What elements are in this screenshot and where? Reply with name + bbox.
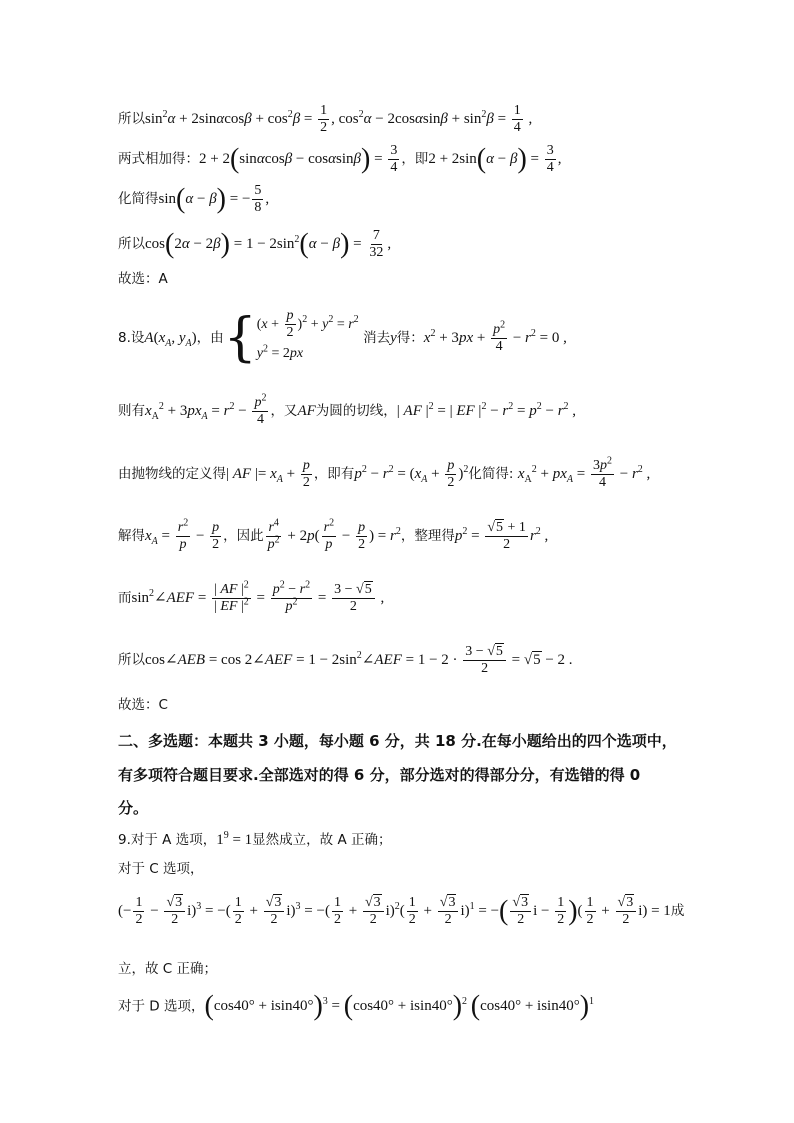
text: 两式相加得： (118, 151, 199, 168)
q8-line-4: 解得$x_A$ = $\frac{r^2}{p}$ − $\frac{p}{2}$ ，因此 $\frac{r^4}{p^2}$ + 2p( $\frac{r^2}{p}$ − $\frac{p}{2}$ ) = $r^2$，整理得$p^2$ = $\frac{√5 + 1}{2}$ $r^2$ , (118, 517, 549, 553)
answer-8 (118, 698, 168, 713)
q8-line-6: 所以cos∠AEB = cos 2∠AEF = $1 - 2\sin^2\angle AEF = 1 - 2$ · $\frac{3 - √5}{2}$ = √5 − 2 . (118, 644, 573, 677)
text: 成 (670, 903, 685, 920)
text: 消去 (363, 329, 391, 346)
section-heading-line-2: 有多项符合题目要求.全部选对的得 6 分，部分选对的得部分分，有选错的得 0 (118, 766, 641, 784)
text: 对于 C 选项， (118, 861, 204, 877)
text: ，整理得 (400, 528, 455, 545)
q9-line-1: 9.对于 A 选项，$1^9 = 1$显然成立，故 A 正确； (118, 830, 392, 848)
text: 由抛物线的定义得 (118, 466, 226, 483)
text: 8.设 (118, 329, 145, 346)
formula-line-1: 所以$\sin^2\alpha + 2\sin\alpha\cos\beta + \cos^2\beta$ = $\frac{1}{2}$ , $\cos^2\alpha - 2\cos\alpha\sin\beta + \sin^2\beta$ = $\frac{1}{4}$ , (118, 103, 533, 136)
text: 得： (396, 329, 424, 346)
q9-line-3: (− $\frac{1}{2}$ − $\frac{√3}{2}$ i)$^3$ = −( $\frac{1}{2}$ + $\frac{√3}{2}$ i)$^3$ = −( $\frac{1}{2}$ + $\frac{√3}{2}$ i)$^2$( $\frac{1}{2}$ + $\frac{√3}{2}$ i)$^1$ = −( $\frac{√3}{2}$ i − $\frac{1}{2}$ )( $\frac{1}{2}$ + $\frac{√3}{2}$ i) = 1成 (118, 895, 685, 928)
answer-text: 故选：C (118, 697, 168, 713)
text: 9.对于 A 选项， (118, 832, 217, 848)
text: 显然成立，故 A 正确； (252, 832, 392, 848)
text: 则有 (118, 403, 145, 420)
text: ，即有 (313, 466, 355, 483)
text: ，即 (401, 151, 429, 168)
formula-line-2: 两式相加得：2 + 2(sinαcosβ − cosαsinβ) = $\frac{3}{4}$ ，即2 + 2sin(α − β) = $\frac{3}{4}$ , (118, 143, 562, 176)
text: 所以 (118, 652, 145, 669)
text: 对于 D 选项， (118, 998, 205, 1015)
text: 解得 (118, 528, 145, 545)
q8-line-5: 而$\sin^2\angle AEF$ = $\frac{| AF |^2}{| EF |^2}$ = $\frac{p^2 - r^2}{p^2}$ = $\frac{3 - √5}{2}$ , (118, 579, 385, 615)
text: 所以 (118, 111, 145, 128)
text: 而 (118, 590, 132, 607)
text: ，因此 (223, 528, 264, 545)
text: 化简得 (118, 191, 159, 208)
q8-line-3: 由抛物线的定义得| AF |= $x_A$ + $\frac{p}{2}$ ，即有$p^2 - r^2 = (x_A$ + $\frac{p}{2}$ )$^2$化简得: $x_A^2 + px_A$ = $\frac{3p^2}{4}$ − $r^2$ , (118, 455, 651, 491)
section-heading-line-1: 二、多选题：本题共 3 小题，每小题 6 分，共 18 分.在每小题给出的四个选项中， (118, 732, 677, 750)
q8-line-1: 8.设$A(x_A$, $y_A$)，由{ (x + $\frac{p}{2}$ )$^2 + y^2 = r^2$ $y^2 = 2px$ 消去y得：$x^2 + 3px$ + $\frac{p^2}{4}$ − $r^2 = 0$ , (118, 307, 567, 368)
formula-line-4: 所以$\cos(2\alpha - 2\beta) = 1 - 2\sin^2(\alpha - \beta)$ = $\frac{7}{32}$ , (118, 228, 392, 261)
q8-line-2: 则有$x_A^2 + 3px_A = r^2$ − $\frac{p^2}{4}$ ，又AF为圆的切线，| AF $|^2$ = | EF $|^2 - r^2 = p^2 - r^2$ , (118, 392, 577, 428)
q9-line-2 (118, 862, 204, 877)
answer-7 (118, 272, 168, 287)
q9-line-4 (118, 962, 217, 977)
text: ，由 (196, 329, 224, 346)
text: 所以 (118, 236, 145, 253)
answer-text: 故选：A (118, 271, 168, 287)
text: 立，故 C 正确； (118, 961, 218, 977)
section-heading-line-3: 分。 (118, 799, 149, 817)
text: 为圆的切线， (315, 403, 397, 420)
text: 化简得: (468, 466, 514, 483)
text: ，又 (270, 403, 298, 420)
formula-line-3: 化简得sin(α − β) = − $\frac{5}{8}$ , (118, 183, 270, 216)
q9-line-5: 对于 D 选项，$(\cos 40^\circ + isin40^\circ)^3 = (\cos 40^\circ + isin40^\circ)^2$ $(\cos 40^\circ + isin40^\circ)^1$ (118, 991, 595, 1022)
